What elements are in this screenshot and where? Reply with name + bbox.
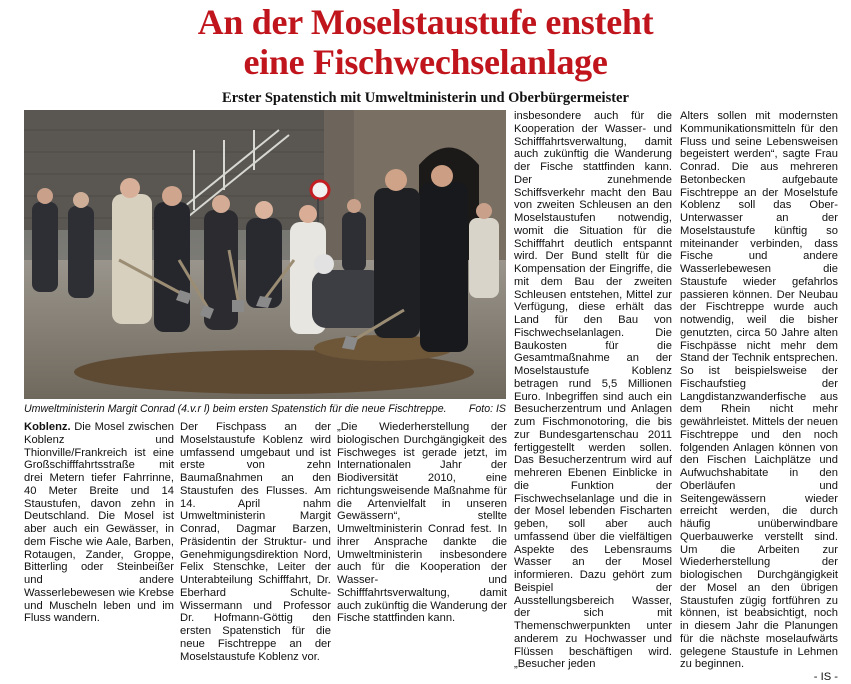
- caption-text: Umweltministerin Margit Conrad (4.v.r l) beim ersten Spatenstich für die neue Fischtreppe.: [24, 403, 447, 415]
- dateline: Koblenz.: [24, 421, 71, 433]
- groundbreaking-photo: [24, 110, 506, 399]
- headline: [0, 2, 851, 82]
- column-5-text: Alters sollen mit modernsten Kommunikationsmitteln für den Fluss und seine Lebensweisen begeistert werden“, sagte Frau Conrad. Die aus mehreren Betonbecken aufgebaute Fischtreppe an der Moselstufe Koblenz soll das Ober- Unterwasser an der Moselstaustufe künftig so miteinander verbinden, dass Fische und andere Wasserlebewesen die Staustufe wieder gefahrlos passieren können. Der Neubau der Fischtreppe wurde auch notwendig, weil die bisher genutzten, circa 50 Jahre alten Fischpässe nicht mehr dem Stand der Technik entsprechen. So ist beispielsweise der Fischaufstieg der Langdistanzwanderfische aus dem Rhein nicht mehr gewährleistet. Mittels der neuen Fischtreppe und den noch folgenden Anlagen können von den Fischen Laichplätze und Aufwuchshabitate in den Oberläufen und Seitengewässern wieder erreicht werden, die durch häufig unüberwindbare Querbauwerke verstellt sind. Um die Arbeiten zur Wiederherstellung der biologischen Durchgängigkeit der Mosel an den übrigen Staustufen zügig fortführen zu können, ist beabsichtigt, noch in diesem Jahr die Planungen für die nächste moselaufwärts gelegene Staustufe in Lehmen zu beginnen.: [680, 110, 838, 671]
- column-1-text: Die Mosel zwischen Koblenz und Thionville/Frankreich ist eine Großschifffahrtsstraße mit drei Metern tiefer Fahrrinne, 40 Meter Breite und 14 Staustufen, davon zehn in Deutschland. Die Mosel ist aber auch ein Gewässer, in dem Fische wie Aale, Barben, Rotaugen, Zander, Groppe, Bitterling oder Steinbeißer und andere Wasserlebewesen wie Krebse und Muscheln leben und im Fluss wandern.: [24, 421, 174, 625]
- photo-caption: [24, 402, 506, 416]
- column-2-text: Der Fischpass an der Moselstaustufe Koblenz wird umfassend umgebaut und ist erste von zehn Baumaßnahmen an den Staustufen des Flusses. Am 14. April nahm Umweltministerin Margit Conrad, Dagmar Barzen, Präsidentin der Struktur- und Genehmigungsdirektion Nord, Felix Stenschke, Leiter der Unterabteilung Schifffahrt, Dr. Eberhard Schulte-Wissermann und Professor Dr. Hofmann-Göttig den ersten Spatenstich für die neue Fischtreppe an der Moselstaustufe Koblenz vor.: [180, 421, 331, 663]
- article-column-4: [514, 110, 672, 671]
- column-3-text: „Die Wiederherstellung der biologischen Durchgängigkeit des Fischweges ist gerade jetzt, im Internationalen Jahr der Biodiversität 2010, eine richtungsweisende Maßnahme für die Artenvielfalt in unseren Gewässern“, stellte Umweltministerin Conrad fest. In ihrer Ansprache dankte die Umweltministerin insbesondere auch für die Kooperation der Wasser- und Schifffahrtsverwaltung, damit auch zukünftig die Wanderung der Fische stattfinden kann.: [337, 421, 507, 625]
- author-signature: - IS -: [813, 671, 838, 683]
- headline-line-2: eine Fischwechselanlage: [243, 42, 608, 82]
- article-column-3: [337, 421, 507, 625]
- news-photo: [24, 110, 506, 399]
- subheadline: Erster Spatenstich mit Umweltministerin und Oberbürgermeister: [222, 90, 629, 106]
- article-column-2: [180, 421, 331, 663]
- headline-line-1: An der Moselstaustufe ensteht: [197, 2, 654, 42]
- photo-credit: Foto: IS: [468, 403, 506, 415]
- article-column-1: [24, 421, 174, 625]
- column-4-text: insbesondere auch für die Kooperation der Wasser- und Schifffahrtsverwaltung, damit auch zukünftig die Wanderung der Fische stattfinden kann. Der zunehmende Schiffsverkehr macht den Bau von zweiten Schleusen an den Moselstaustufen notwendig, womit die Situation für die Schifffahrt deutlich entspannt wird. Der Bund stellt für die Kompensation der Eingriffe, die mit dem Bau der zweiten Schleusen entstehen, Mittel zur Verfügung, diese erhält das Land für den Bau von Fischwechselanlagen. Die Baukosten für die Gesamtmaßnahme an der Moselstaustufe Koblenz betragen rund 5,5 Millionen Euro. Inbegriffen sind auch ein Besucherzentrum und Anlagen zum Fischmonotoring, die bis zur Bundesgartenschau 2011 fertiggestellt werden sollen. Das Besucherzentrum wird auf mehreren Ebenen Einblicke in die Funktion der Fischwechselanlage und die in der Mosel lebenden Fischarten geben, soll aber auch umfassend über die vielfältigen Aspekte des Lebensraums Wasser an der Mosel informieren. Dazu gehört zum Beispiel der Ausstellungsbereich Wasser, der sich mit Themenschwerpunkten unter anderem zu Hochwasser und Flüssen beschäftigen wird. „Besucher jeden: [514, 110, 672, 671]
- article-column-5: [680, 110, 838, 683]
